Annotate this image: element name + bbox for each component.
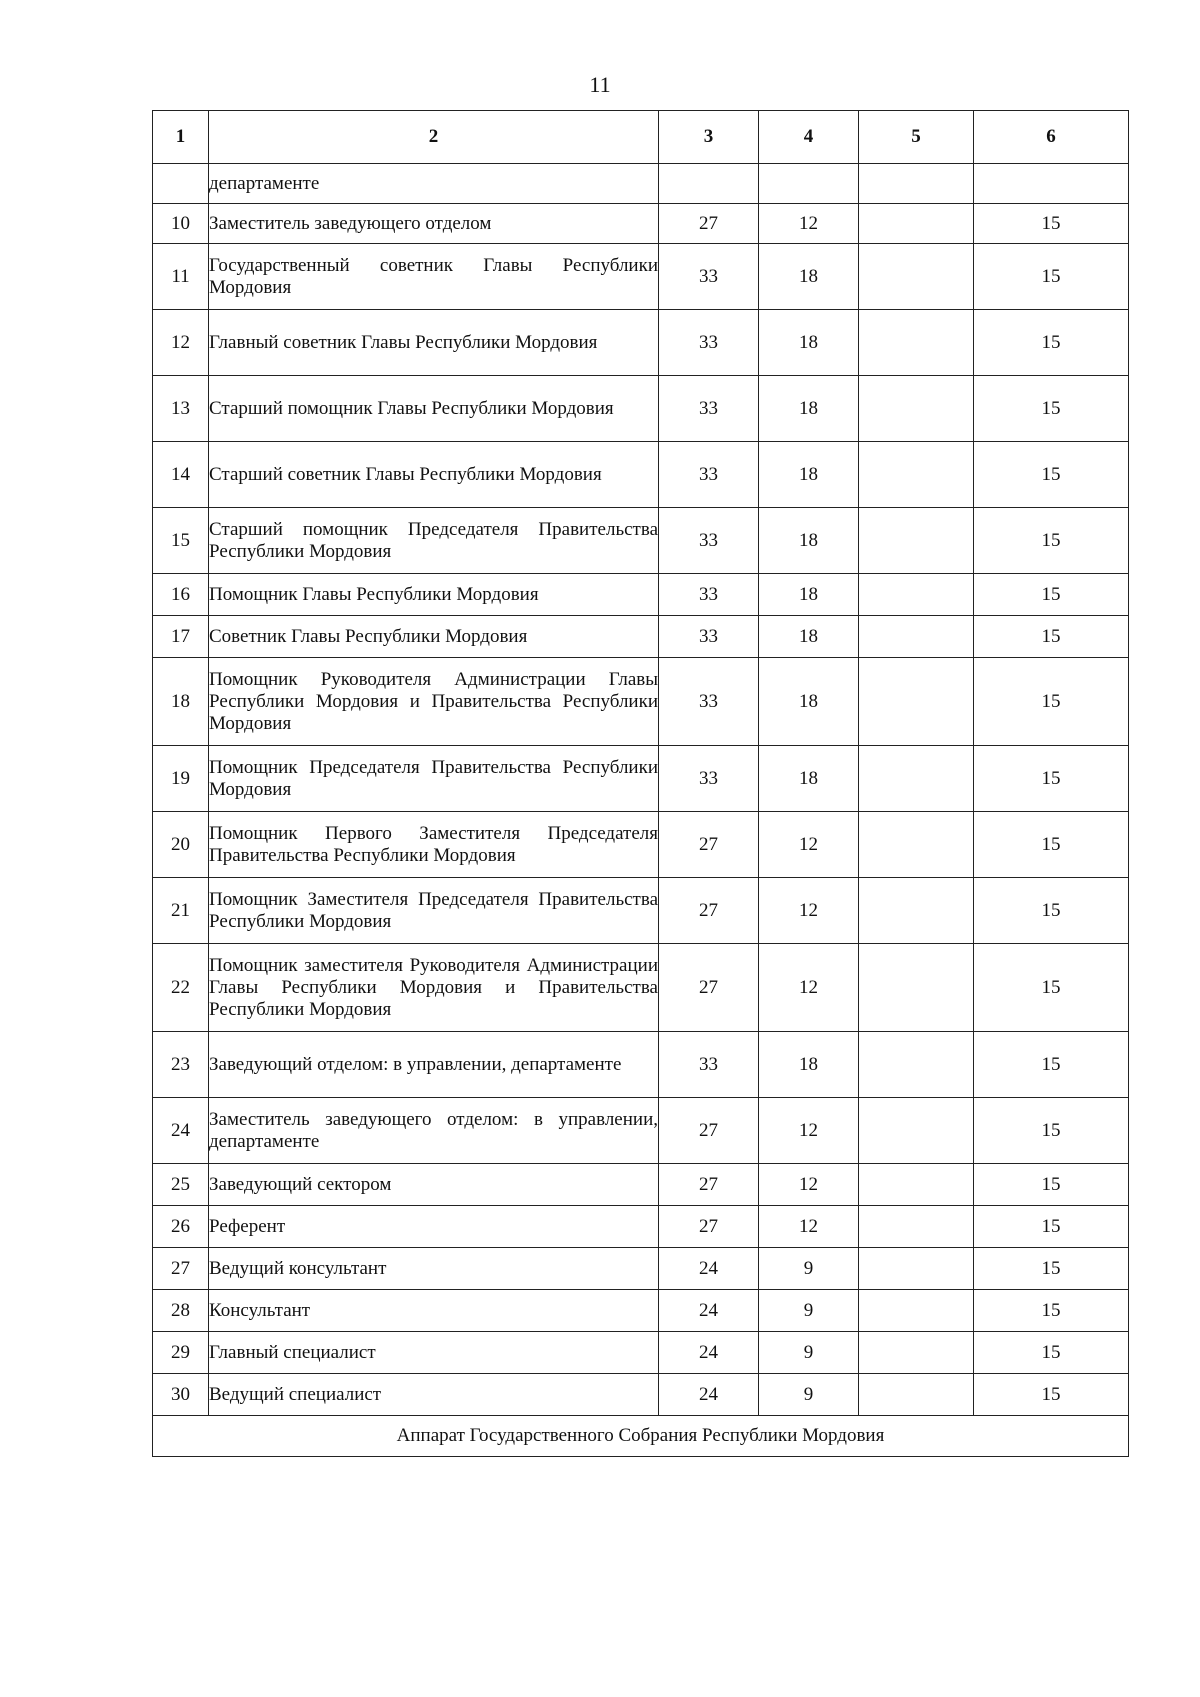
column-header: 4: [759, 111, 859, 164]
position-name: Заместитель заведующего отделом: [209, 204, 659, 244]
col5-value: [859, 164, 974, 204]
col6-value: 15: [974, 746, 1129, 812]
col3-value: 33: [659, 658, 759, 746]
section-heading: Аппарат Государственного Собрания Республики Мордовия: [153, 1416, 1129, 1457]
col3-value: 33: [659, 508, 759, 574]
col6-value: 15: [974, 1032, 1129, 1098]
col4-value: 12: [759, 1098, 859, 1164]
table-row: [153, 164, 1129, 204]
table-row: [153, 574, 1129, 616]
col6-value: 15: [974, 878, 1129, 944]
col4-value: 18: [759, 574, 859, 616]
row-number: 21: [153, 878, 209, 944]
table-row: [153, 508, 1129, 574]
table-row: [153, 944, 1129, 1032]
col3-value: 27: [659, 1098, 759, 1164]
table-row: [153, 812, 1129, 878]
col3-value: 24: [659, 1374, 759, 1416]
position-name: Помощник Председателя Правительства Республики Мордовия: [209, 746, 659, 812]
col6-value: 15: [974, 1206, 1129, 1248]
table-row: [153, 442, 1129, 508]
table-row: [153, 244, 1129, 310]
col3-value: 24: [659, 1332, 759, 1374]
col6-value: 15: [974, 1248, 1129, 1290]
col3-value: 27: [659, 204, 759, 244]
column-header: 3: [659, 111, 759, 164]
col6-value: [974, 164, 1129, 204]
col4-value: 12: [759, 878, 859, 944]
position-name: Референт: [209, 1206, 659, 1248]
col4-value: 12: [759, 1206, 859, 1248]
row-number: 10: [153, 204, 209, 244]
col4-value: 12: [759, 812, 859, 878]
position-name: Помощник Руководителя Администрации Главы Республики Мордовия и Правительства Республики Мордовия: [209, 658, 659, 746]
table-row: [153, 376, 1129, 442]
column-header: 2: [209, 111, 659, 164]
table-row: [153, 1032, 1129, 1098]
col6-value: 15: [974, 442, 1129, 508]
col6-value: 15: [974, 1374, 1129, 1416]
col4-value: 12: [759, 204, 859, 244]
column-header: 1: [153, 111, 209, 164]
row-number: 14: [153, 442, 209, 508]
col6-value: 15: [974, 616, 1129, 658]
col4-value: 9: [759, 1290, 859, 1332]
col3-value: 33: [659, 244, 759, 310]
col5-value: [859, 574, 974, 616]
row-number: 12: [153, 310, 209, 376]
row-number: 17: [153, 616, 209, 658]
col3-value: 27: [659, 812, 759, 878]
position-name: Советник Главы Республики Мордовия: [209, 616, 659, 658]
col3-value: 33: [659, 376, 759, 442]
position-name: департаменте: [209, 164, 659, 204]
col6-value: 15: [974, 1164, 1129, 1206]
position-name: Ведущий специалист: [209, 1374, 659, 1416]
col6-value: 15: [974, 658, 1129, 746]
row-number: 13: [153, 376, 209, 442]
col4-value: 12: [759, 1164, 859, 1206]
col6-value: 15: [974, 1290, 1129, 1332]
col5-value: [859, 1290, 974, 1332]
positions-table: [152, 110, 1129, 1457]
col5-value: [859, 616, 974, 658]
col3-value: 33: [659, 310, 759, 376]
row-number: 15: [153, 508, 209, 574]
col4-value: 18: [759, 658, 859, 746]
table-row: [153, 1290, 1129, 1332]
col3-value: 33: [659, 574, 759, 616]
col6-value: 15: [974, 812, 1129, 878]
col5-value: [859, 878, 974, 944]
position-name: Помощник Первого Заместителя Председателя Правительства Республики Мордовия: [209, 812, 659, 878]
column-header: 5: [859, 111, 974, 164]
row-number: 28: [153, 1290, 209, 1332]
col6-value: 15: [974, 376, 1129, 442]
row-number: [153, 164, 209, 204]
col4-value: 12: [759, 944, 859, 1032]
position-name: Заведующий сектором: [209, 1164, 659, 1206]
position-name: Заместитель заведующего отделом: в управлении, департаменте: [209, 1098, 659, 1164]
table-row: [153, 1374, 1129, 1416]
col4-value: 9: [759, 1374, 859, 1416]
col6-value: 15: [974, 310, 1129, 376]
col4-value: 18: [759, 508, 859, 574]
col4-value: 9: [759, 1248, 859, 1290]
row-number: 16: [153, 574, 209, 616]
table-row: [153, 1164, 1129, 1206]
col5-value: [859, 1032, 974, 1098]
col5-value: [859, 1098, 974, 1164]
table-row: [153, 878, 1129, 944]
col3-value: 33: [659, 746, 759, 812]
position-name: Главный советник Главы Республики Мордовия: [209, 310, 659, 376]
table-row: [153, 1332, 1129, 1374]
row-number: 26: [153, 1206, 209, 1248]
col5-value: [859, 812, 974, 878]
col6-value: 15: [974, 944, 1129, 1032]
col5-value: [859, 658, 974, 746]
row-number: 30: [153, 1374, 209, 1416]
position-name: Государственный советник Главы Республики Мордовия: [209, 244, 659, 310]
col5-value: [859, 376, 974, 442]
col5-value: [859, 1164, 974, 1206]
col6-value: 15: [974, 1332, 1129, 1374]
position-name: Консультант: [209, 1290, 659, 1332]
col5-value: [859, 1332, 974, 1374]
col4-value: [759, 164, 859, 204]
col4-value: 18: [759, 746, 859, 812]
col4-value: 18: [759, 310, 859, 376]
col4-value: 18: [759, 376, 859, 442]
table-header-row: [153, 111, 1129, 164]
table-body: [153, 164, 1129, 1416]
table-row: [153, 616, 1129, 658]
col6-value: 15: [974, 508, 1129, 574]
position-name: Старший помощник Главы Республики Мордовия: [209, 376, 659, 442]
row-number: 20: [153, 812, 209, 878]
row-number: 23: [153, 1032, 209, 1098]
row-number: 24: [153, 1098, 209, 1164]
col5-value: [859, 508, 974, 574]
table-row: [153, 658, 1129, 746]
col6-value: 15: [974, 574, 1129, 616]
col3-value: 27: [659, 944, 759, 1032]
row-number: 29: [153, 1332, 209, 1374]
col5-value: [859, 310, 974, 376]
table-row: [153, 1206, 1129, 1248]
row-number: 25: [153, 1164, 209, 1206]
col3-value: 27: [659, 1164, 759, 1206]
col4-value: 18: [759, 616, 859, 658]
page-number: 11: [589, 72, 611, 97]
col5-value: [859, 1206, 974, 1248]
column-header: 6: [974, 111, 1129, 164]
col4-value: 9: [759, 1332, 859, 1374]
col3-value: 33: [659, 1032, 759, 1098]
col6-value: 15: [974, 244, 1129, 310]
position-name: Помощник Заместителя Председателя Правительства Республики Мордовия: [209, 878, 659, 944]
col4-value: 18: [759, 442, 859, 508]
col3-value: [659, 164, 759, 204]
col5-value: [859, 442, 974, 508]
col5-value: [859, 944, 974, 1032]
position-name: Старший советник Главы Республики Мордовия: [209, 442, 659, 508]
col3-value: 27: [659, 878, 759, 944]
table-row: [153, 204, 1129, 244]
section-row: [153, 1416, 1129, 1457]
position-name: Помощник заместителя Руководителя Администрации Главы Республики Мордовия и Правительства Республики Мордовия: [209, 944, 659, 1032]
row-number: 11: [153, 244, 209, 310]
col3-value: 27: [659, 1206, 759, 1248]
col3-value: 24: [659, 1290, 759, 1332]
table-row: [153, 1248, 1129, 1290]
table-row: [153, 310, 1129, 376]
col5-value: [859, 1374, 974, 1416]
col4-value: 18: [759, 244, 859, 310]
col5-value: [859, 1248, 974, 1290]
table-row: [153, 746, 1129, 812]
row-number: 22: [153, 944, 209, 1032]
col5-value: [859, 746, 974, 812]
col5-value: [859, 204, 974, 244]
row-number: 27: [153, 1248, 209, 1290]
position-name: Заведующий отделом: в управлении, департаменте: [209, 1032, 659, 1098]
table-row: [153, 1098, 1129, 1164]
col6-value: 15: [974, 1098, 1129, 1164]
position-name: Старший помощник Председателя Правительства Республики Мордовия: [209, 508, 659, 574]
col6-value: 15: [974, 204, 1129, 244]
position-name: Главный специалист: [209, 1332, 659, 1374]
col3-value: 24: [659, 1248, 759, 1290]
row-number: 19: [153, 746, 209, 812]
col5-value: [859, 244, 974, 310]
col4-value: 18: [759, 1032, 859, 1098]
col3-value: 33: [659, 442, 759, 508]
position-name: Ведущий консультант: [209, 1248, 659, 1290]
position-name: Помощник Главы Республики Мордовия: [209, 574, 659, 616]
row-number: 18: [153, 658, 209, 746]
col3-value: 33: [659, 616, 759, 658]
